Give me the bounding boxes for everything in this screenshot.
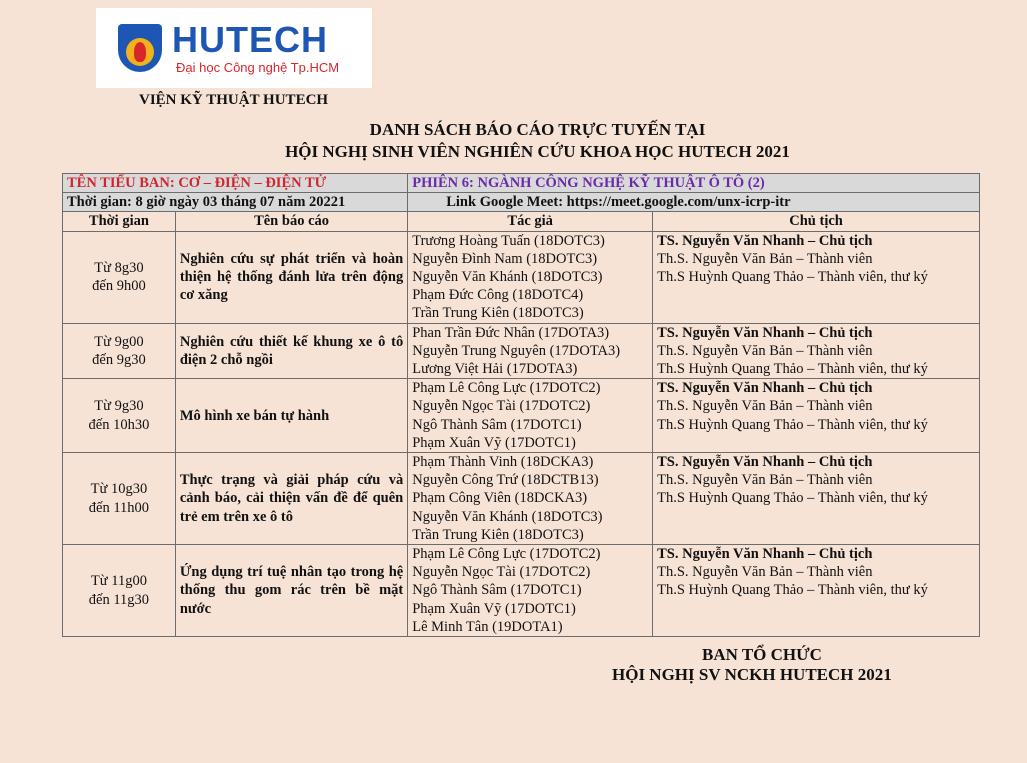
time-slot-line: đến 9h00 xyxy=(92,278,146,295)
chair-president: TS. Nguyễn Văn Nhanh – Chủ tịch xyxy=(657,546,873,563)
column-header-chair: Chủ tịch xyxy=(653,212,980,231)
chair-member: Th.S. Nguyễn Văn Bản – Thành viên xyxy=(657,398,873,415)
author-list xyxy=(408,379,653,453)
author-name: Nguyễn Công Trứ (18DCTB13) xyxy=(412,472,599,489)
document-title-line1: DANH SÁCH BÁO CÁO TRỰC TUYẾN TẠI xyxy=(369,120,706,139)
author-name: Phan Trần Đức Nhân (17DOTA3) xyxy=(412,324,610,341)
author-list xyxy=(408,231,653,323)
chair-member: Th.S Huỳnh Quang Thảo – Thành viên, thư ký xyxy=(657,269,928,286)
author-name: Phạm Đức Công (18DOTC4) xyxy=(412,287,584,304)
author-name: Nguyễn Ngọc Tài (17DOTC2) xyxy=(412,564,591,581)
author-name: Phạm Xuân Vỹ (17DOTC1) xyxy=(412,434,576,451)
table-row xyxy=(63,379,980,453)
hutech-logo xyxy=(96,8,372,88)
report-title: Nghiên cứu sự phát triển và hoàn thiện hệ thống đánh lửa trên động cơ xăng xyxy=(175,231,407,323)
google-meet-link[interactable]: Link Google Meet: https://meet.google.com/unx-icrp-itr xyxy=(408,193,980,212)
author-name: Lê Minh Tân (19DOTA1) xyxy=(412,618,563,635)
organizer-label: BAN TỔ CHỨC xyxy=(702,645,822,664)
author-name: Nguyễn Văn Khánh (18DOTC3) xyxy=(412,508,603,525)
schedule-table xyxy=(62,173,980,637)
author-name: Trần Trung Kiên (18DOTC3) xyxy=(412,526,584,543)
time-slot-line: Từ 8g30 xyxy=(94,259,144,276)
time-slot-line: đến 9g30 xyxy=(92,351,146,368)
document-title-line2: HỘI NGHỊ SINH VIÊN NGHIÊN CỨU KHOA HỌC HUTECH 2021 xyxy=(285,142,790,161)
author-name: Nguyễn Văn Khánh (18DOTC3) xyxy=(412,269,603,286)
chair-member: Th.S. Nguyễn Văn Bản – Thành viên xyxy=(657,472,873,489)
time-slot-line: Từ 10g30 xyxy=(90,481,148,498)
chair-list xyxy=(653,545,980,637)
time-slot-line: đến 11h00 xyxy=(88,499,150,516)
chair-member: Th.S Huỳnh Quang Thảo – Thành viên, thư ký xyxy=(657,490,928,507)
time-slot-line: đến 10h30 xyxy=(88,416,150,433)
column-header-authors: Tác giả xyxy=(408,212,653,231)
session-time: Thời gian: 8 giờ ngày 03 tháng 07 năm 20221 xyxy=(63,193,408,212)
report-title: Thực trạng và giải pháp cứu và cảnh báo, cải thiện vấn đề để quên trẻ em trên xe ô tô xyxy=(175,453,407,545)
subcommittee-header-row xyxy=(63,174,980,193)
time-slot-line: Từ 11g00 xyxy=(90,573,147,590)
session-time-slot xyxy=(63,323,176,379)
session-time-slot xyxy=(63,379,176,453)
report-title: Ứng dụng trí tuệ nhân tạo trong hệ thống thu gom rác trên bề mặt nước xyxy=(175,545,407,637)
chair-member: Th.S Huỳnh Quang Thảo – Thành viên, thư ký xyxy=(657,361,928,378)
author-name: Phạm Xuân Vỹ (17DOTC1) xyxy=(412,600,576,617)
author-list xyxy=(408,545,653,637)
chair-president: TS. Nguyễn Văn Nhanh – Chủ tịch xyxy=(657,232,873,249)
session-time-slot xyxy=(63,453,176,545)
author-name: Trương Hoàng Tuấn (18DOTC3) xyxy=(412,232,605,249)
chair-list xyxy=(653,231,980,323)
column-header-row xyxy=(63,212,980,231)
time-slot-line: Từ 9g00 xyxy=(94,333,144,350)
author-name: Phạm Lê Công Lực (17DOTC2) xyxy=(412,546,601,563)
author-name: Nguyễn Trung Nguyên (17DOTA3) xyxy=(412,342,621,359)
report-title: Mô hình xe bán tự hành xyxy=(175,379,407,453)
author-name: Nguyễn Đình Nam (18DOTC3) xyxy=(412,250,598,267)
chair-member: Th.S. Nguyễn Văn Bản – Thành viên xyxy=(657,250,873,267)
author-name: Ngô Thành Sâm (17DOTC1) xyxy=(412,582,582,599)
author-name: Trần Trung Kiên (18DOTC3) xyxy=(412,305,584,322)
author-name: Nguyễn Ngọc Tài (17DOTC2) xyxy=(412,398,591,415)
logo-subtitle: Đại học Công nghệ Tp.HCM xyxy=(176,60,340,75)
time-link-row xyxy=(63,193,980,212)
author-list xyxy=(408,323,653,379)
institute-name: VIỆN KỸ THUẬT HUTECH xyxy=(139,92,329,108)
chair-member: Th.S Huỳnh Quang Thảo – Thành viên, thư ký xyxy=(657,416,928,433)
table-row xyxy=(63,231,980,323)
time-slot-line: Từ 9g30 xyxy=(94,398,144,415)
author-name: Lương Việt Hải (17DOTA3) xyxy=(412,361,578,378)
column-header-report: Tên báo cáo xyxy=(175,212,407,231)
subcommittee-name: TÊN TIỂU BAN: CƠ – ĐIỆN – ĐIỆN TỬ xyxy=(63,174,408,193)
chair-president: TS. Nguyễn Văn Nhanh – Chủ tịch xyxy=(657,324,873,341)
author-name: Phạm Công Viên (18DCKA3) xyxy=(412,490,588,507)
chair-member: Th.S Huỳnh Quang Thảo – Thành viên, thư ký xyxy=(657,582,928,599)
chair-member: Th.S. Nguyễn Văn Bản – Thành viên xyxy=(657,342,873,359)
author-name: Phạm Lê Công Lực (17DOTC2) xyxy=(412,380,601,397)
author-name: Ngô Thành Sâm (17DOTC1) xyxy=(412,416,582,433)
organizer-conference: HỘI NGHỊ SV NCKH HUTECH 2021 xyxy=(612,665,892,684)
author-list xyxy=(408,453,653,545)
logo-name: HUTECH xyxy=(172,19,328,60)
table-row xyxy=(63,545,980,637)
table-row xyxy=(63,453,980,545)
chair-president: TS. Nguyễn Văn Nhanh – Chủ tịch xyxy=(657,380,873,397)
session-time-slot xyxy=(63,231,176,323)
session-time-slot xyxy=(63,545,176,637)
table-row xyxy=(63,323,980,379)
chair-list xyxy=(653,323,980,379)
column-header-time: Thời gian xyxy=(63,212,176,231)
author-name: Phạm Thành Vinh (18DCKA3) xyxy=(412,454,594,471)
time-slot-line: đến 11g30 xyxy=(88,591,150,608)
report-title: Nghiên cứu thiết kế khung xe ô tô điện 2 chỗ ngồi xyxy=(175,323,407,379)
chair-president: TS. Nguyễn Văn Nhanh – Chủ tịch xyxy=(657,454,873,471)
hutech-shield-icon xyxy=(118,24,162,72)
session-name: PHIÊN 6: NGÀNH CÔNG NGHỆ KỸ THUẬT Ô TÔ (2) xyxy=(408,174,980,193)
chair-member: Th.S. Nguyễn Văn Bản – Thành viên xyxy=(657,564,873,581)
chair-list xyxy=(653,453,980,545)
chair-list xyxy=(653,379,980,453)
